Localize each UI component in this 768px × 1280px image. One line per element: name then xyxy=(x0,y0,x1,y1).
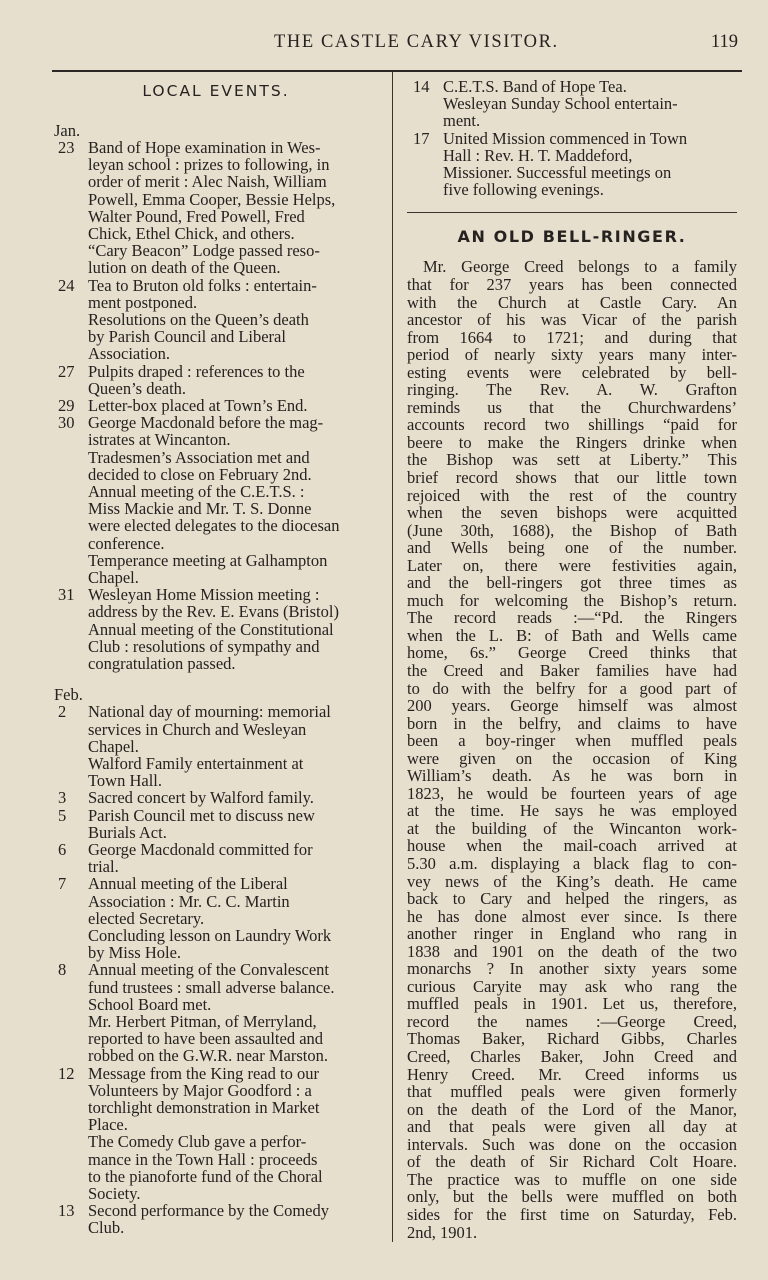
article-line: (June 30th, 1688), the Bishop of Bath xyxy=(407,520,737,540)
article-line: and that peals were given all day at xyxy=(407,1117,737,1137)
event-line: Walford Family entertainment at xyxy=(88,753,304,773)
event-entry xyxy=(52,586,380,672)
event-line: decided to close on February 2nd. xyxy=(88,464,312,484)
event-line: ment. xyxy=(443,111,481,131)
event-day: 23 xyxy=(58,138,75,157)
event-line: Volunteers by Major Goodford : a xyxy=(88,1080,312,1100)
event-line: Tradesmen’s Association met and xyxy=(88,447,310,467)
event-day: 30 xyxy=(58,413,75,433)
article-line: monarchs ? In another sixty years some xyxy=(407,959,737,979)
event-line: order of merit : Alec Naish, William xyxy=(88,172,327,192)
article-line: muffled peals in 1901. Let us, therefore, xyxy=(407,994,737,1014)
event-text xyxy=(88,586,380,672)
event-text xyxy=(88,397,380,414)
article-line: esting events were celebrated by bell- xyxy=(407,362,737,382)
event-line: Resolutions on the Queen’s death xyxy=(88,310,309,330)
event-line: congratulation passed. xyxy=(88,654,236,674)
event-line: “Cary Beacon” Lodge passed reso- xyxy=(88,241,320,261)
event-day: 5 xyxy=(58,805,67,825)
article-line: 5.30 a.m. displaying a black flag to con- xyxy=(407,854,737,874)
event-line: torchlight demonstration in Market xyxy=(88,1097,320,1117)
event-entry xyxy=(52,277,380,363)
article-line: vey news of the King’s death. He came xyxy=(407,871,737,891)
event-day: 13 xyxy=(58,1201,75,1221)
event-text xyxy=(88,1065,380,1203)
event-line: Chick, Ethel Chick, and others. xyxy=(88,224,295,244)
article-line: rejoiced with the rest of the country xyxy=(407,485,737,505)
event-line: robbed on the G.W.R. near Marston. xyxy=(88,1046,328,1066)
event-line: Concluding lesson on Laundry Work xyxy=(88,925,332,945)
event-line: fund trustees : small adverse balance. xyxy=(88,977,335,997)
event-line: Letter-box placed at Town’s End. xyxy=(88,396,308,416)
january-events xyxy=(52,122,380,672)
event-line: reported to have been assaulted and xyxy=(88,1029,324,1049)
event-entry xyxy=(52,807,380,841)
article-line: and Wells being one of the number. xyxy=(407,538,737,558)
event-day: 24 xyxy=(58,275,75,295)
article-line: another ringer in England who rang in xyxy=(407,924,737,944)
event-line: Chapel. xyxy=(88,736,139,756)
event-day: 3 xyxy=(58,788,67,808)
event-line: Hall : Rev. H. T. Maddeford, xyxy=(443,145,633,165)
event-line: to the pianoforte fund of the Choral xyxy=(88,1166,323,1186)
event-line: School Board met. xyxy=(88,994,212,1014)
article-line: and the bell-ringers got three times as xyxy=(407,573,737,593)
event-line: Wesleyan Sunday School entertain- xyxy=(443,94,678,114)
event-text xyxy=(443,78,737,130)
event-line: Annual meeting of the Constitutional xyxy=(88,619,334,639)
event-entry xyxy=(407,130,737,199)
article-line: only, but the bells were muffled on both xyxy=(407,1187,737,1207)
event-entry xyxy=(52,363,380,397)
article-body xyxy=(407,258,737,1241)
event-entry xyxy=(407,78,737,130)
running-header xyxy=(52,28,742,62)
event-line: Missioner. Successful meetings on xyxy=(443,163,672,183)
article-line: to do with the belfry for a good part of xyxy=(407,678,737,698)
article-line: were given on the occasion of King xyxy=(407,748,737,768)
publication-title: THE CASTLE CARY VISITOR. xyxy=(274,32,559,52)
event-line: Walter Pound, Fred Powell, Fred xyxy=(88,206,305,226)
event-line: Town Hall. xyxy=(88,771,163,791)
event-day: 27 xyxy=(58,361,75,381)
event-entry xyxy=(52,139,380,277)
event-line: Temperance meeting at Galhampton xyxy=(88,550,328,570)
event-line: Place. xyxy=(88,1115,128,1135)
event-line: George Macdonald before the mag- xyxy=(88,413,324,433)
event-day: 2 xyxy=(58,702,67,722)
article-line: at the time. He says he was employed xyxy=(407,801,737,821)
article-line: Henry Creed. Mr. Creed informs us xyxy=(407,1064,737,1084)
event-day: 31 xyxy=(58,585,75,605)
article-line: house when the mail-coach arrived at xyxy=(407,836,737,856)
article-line: reminds us that the Churchwardens’ xyxy=(407,397,737,417)
event-entry xyxy=(52,875,380,961)
event-line: leyan school : prizes to following, in xyxy=(88,155,330,175)
right-column xyxy=(407,78,737,1241)
article-line: from 1664 to 1721; and during that xyxy=(407,327,737,347)
article-line: brief record shows that our little town xyxy=(407,467,737,487)
event-text xyxy=(88,363,380,397)
event-line: services in Church and Wesleyan xyxy=(88,719,307,739)
event-line: Society. xyxy=(88,1183,141,1203)
event-line: Club. xyxy=(88,1218,125,1238)
event-entry xyxy=(52,961,380,1064)
article-line: born in the belfry, and claims to have xyxy=(407,713,737,733)
event-day: 14 xyxy=(413,77,430,96)
article-line: accounts record two shillings “paid for xyxy=(407,415,737,435)
event-text xyxy=(88,1202,380,1236)
event-line: George Macdonald committed for xyxy=(88,839,313,859)
event-entry xyxy=(52,1202,380,1236)
article-line: 200 years. George himself was almost xyxy=(407,696,737,716)
event-line: istrates at Wincanton. xyxy=(88,430,231,450)
article-line: intervals. Such was done on the occasion xyxy=(407,1134,737,1154)
event-line: elected Secretary. xyxy=(88,908,205,928)
header-rule xyxy=(52,70,742,72)
event-entry xyxy=(52,841,380,875)
event-line: Second performance by the Comedy xyxy=(88,1201,330,1221)
article-line: when the L. B: of Bath and Wells came xyxy=(407,625,737,645)
event-line: Band of Hope examination in Wes- xyxy=(88,138,321,157)
article-line: 1838 and 1901 on the death of the two xyxy=(407,941,737,961)
event-day: 29 xyxy=(58,396,75,416)
column-divider xyxy=(392,72,393,1242)
event-line: Powell, Emma Cooper, Bessie Helps, xyxy=(88,189,336,209)
article-line: The practice was to muffle on one side xyxy=(407,1169,737,1189)
event-text xyxy=(88,703,380,789)
month-label: Jan. xyxy=(54,121,81,140)
event-line: Club : resolutions of sympathy and xyxy=(88,636,320,656)
event-line: Miss Mackie and Mr. T. S. Donne xyxy=(88,499,312,519)
event-line: mance in the Town Hall : proceeds xyxy=(88,1149,318,1169)
article-line: the Bishop was sett at Liberty.” This xyxy=(407,450,737,470)
event-entry xyxy=(52,789,380,806)
event-day: 8 xyxy=(58,960,67,980)
event-line: Sacred concert by Walford family. xyxy=(88,788,314,808)
event-text xyxy=(88,277,380,363)
event-line: conference. xyxy=(88,533,165,553)
event-line: United Mission commenced in Town xyxy=(443,128,688,148)
article-line: of the death of Sir Richard Colt Hoare. xyxy=(407,1152,737,1172)
event-line: Annual meeting of the Convalescent xyxy=(88,960,330,980)
article-line: ancestor of his was Vicar of the parish xyxy=(407,310,737,330)
event-line: Association : Mr. C. C. Martin xyxy=(88,891,290,911)
article-heading: AN OLD BELL-RINGER. xyxy=(457,227,687,247)
article-line: period of nearly sixty years many inter- xyxy=(407,345,737,365)
article-line: back to Cary and helped the ringers, as xyxy=(407,889,737,909)
event-line: Message from the King read to our xyxy=(88,1063,319,1083)
article-line: that muffled peals were given formerly xyxy=(407,1082,737,1102)
article-line: that for 237 years has been connected xyxy=(407,274,737,294)
article-line: been a boy-ringer when muffled peals xyxy=(407,731,737,751)
article-line: with the Church at Castle Cary. An xyxy=(407,292,737,312)
local-events-column xyxy=(52,78,380,1237)
event-line: Wesleyan Home Mission meeting : xyxy=(88,585,320,605)
february-events-continued xyxy=(407,78,737,198)
article-line: record the names :—George Creed, xyxy=(407,1011,737,1031)
event-line: by Miss Hole. xyxy=(88,943,182,963)
event-text xyxy=(88,961,380,1064)
event-line: ment postponed. xyxy=(88,292,198,312)
event-day: 17 xyxy=(413,128,430,148)
event-line: Annual meeting of the C.E.T.S. : xyxy=(88,482,305,502)
event-day: 12 xyxy=(58,1063,75,1083)
event-text xyxy=(88,841,380,875)
article-line: 1823, he would be fourteen years of age xyxy=(407,783,737,803)
event-line: lution on death of the Queen. xyxy=(88,258,281,278)
event-line: were elected delegates to the diocesan xyxy=(88,516,340,536)
event-day: 6 xyxy=(58,839,67,859)
event-line: Chapel. xyxy=(88,568,139,588)
event-text xyxy=(88,414,380,586)
article-line: home, 6s.” George Creed thinks that xyxy=(407,643,737,663)
event-text xyxy=(443,130,737,199)
article-line: Later on, there were festivities again, xyxy=(407,555,737,575)
article-line: ringing. The Rev. A. W. Grafton xyxy=(407,380,737,400)
event-text xyxy=(88,139,380,277)
article-line: William’s death. As he was born in xyxy=(407,766,737,786)
event-line: five following evenings. xyxy=(443,180,604,200)
local-events-heading: LOCAL EVENTS. xyxy=(142,82,290,100)
article-line: The record reads :—“Pd. the Ringers xyxy=(407,608,737,628)
article-line: Thomas Baker, Richard Gibbs, Charles xyxy=(407,1029,737,1049)
event-text xyxy=(88,789,380,806)
article-line: beere to make the Ringers drinke when xyxy=(407,432,737,452)
article-line: at the building of the Wincanton work- xyxy=(407,818,737,838)
article-line: curious Caryite may ask who rang the xyxy=(407,976,737,996)
month-label: Feb. xyxy=(54,685,83,705)
event-line: trial. xyxy=(88,857,119,877)
event-line: National day of mourning: memorial xyxy=(88,702,331,722)
event-line: address by the Rev. E. Evans (Bristol) xyxy=(88,602,339,622)
event-line: by Parish Council and Liberal xyxy=(88,327,286,347)
event-text xyxy=(88,875,380,961)
event-entry xyxy=(52,414,380,586)
page-number: 119 xyxy=(710,32,738,52)
event-line: Mr. Herbert Pitman, of Merryland, xyxy=(88,1011,317,1031)
event-text xyxy=(88,807,380,841)
article-line: on the death of the Lord of the Manor, xyxy=(407,1099,737,1119)
event-entry xyxy=(52,397,380,414)
article-line: Creed, Charles Baker, John Creed and xyxy=(407,1047,737,1067)
article-line: he has done almost ever since. Is there xyxy=(407,906,737,926)
event-line: The Comedy Club gave a perfor- xyxy=(88,1132,307,1152)
article-line: 2nd, 1901. xyxy=(407,1222,478,1242)
event-line: Association. xyxy=(88,344,171,364)
article-line: much for welcoming the Bishop’s return. xyxy=(407,590,737,610)
section-rule xyxy=(407,212,737,213)
event-line: Tea to Bruton old folks : entertain- xyxy=(88,275,317,295)
event-line: Parish Council met to discuss new xyxy=(88,805,315,825)
february-events xyxy=(52,686,380,1236)
event-entry xyxy=(52,703,380,789)
event-line: Burials Act. xyxy=(88,822,167,842)
event-line: Pulpits draped : references to the xyxy=(88,361,305,381)
event-entry xyxy=(52,1065,380,1203)
article-line: sides for the first time on Saturday, Feb. xyxy=(407,1204,737,1224)
event-line: C.E.T.S. Band of Hope Tea. xyxy=(443,77,627,96)
event-line: Annual meeting of the Liberal xyxy=(88,874,288,894)
article-line: when the seven bishops were acquitted xyxy=(407,503,737,523)
event-line: Queen’s death. xyxy=(88,378,187,398)
article-line: Mr. George Creed belongs to a family xyxy=(423,257,737,277)
article-line: the Creed and Baker families have had xyxy=(407,661,737,680)
event-day: 7 xyxy=(58,874,67,894)
